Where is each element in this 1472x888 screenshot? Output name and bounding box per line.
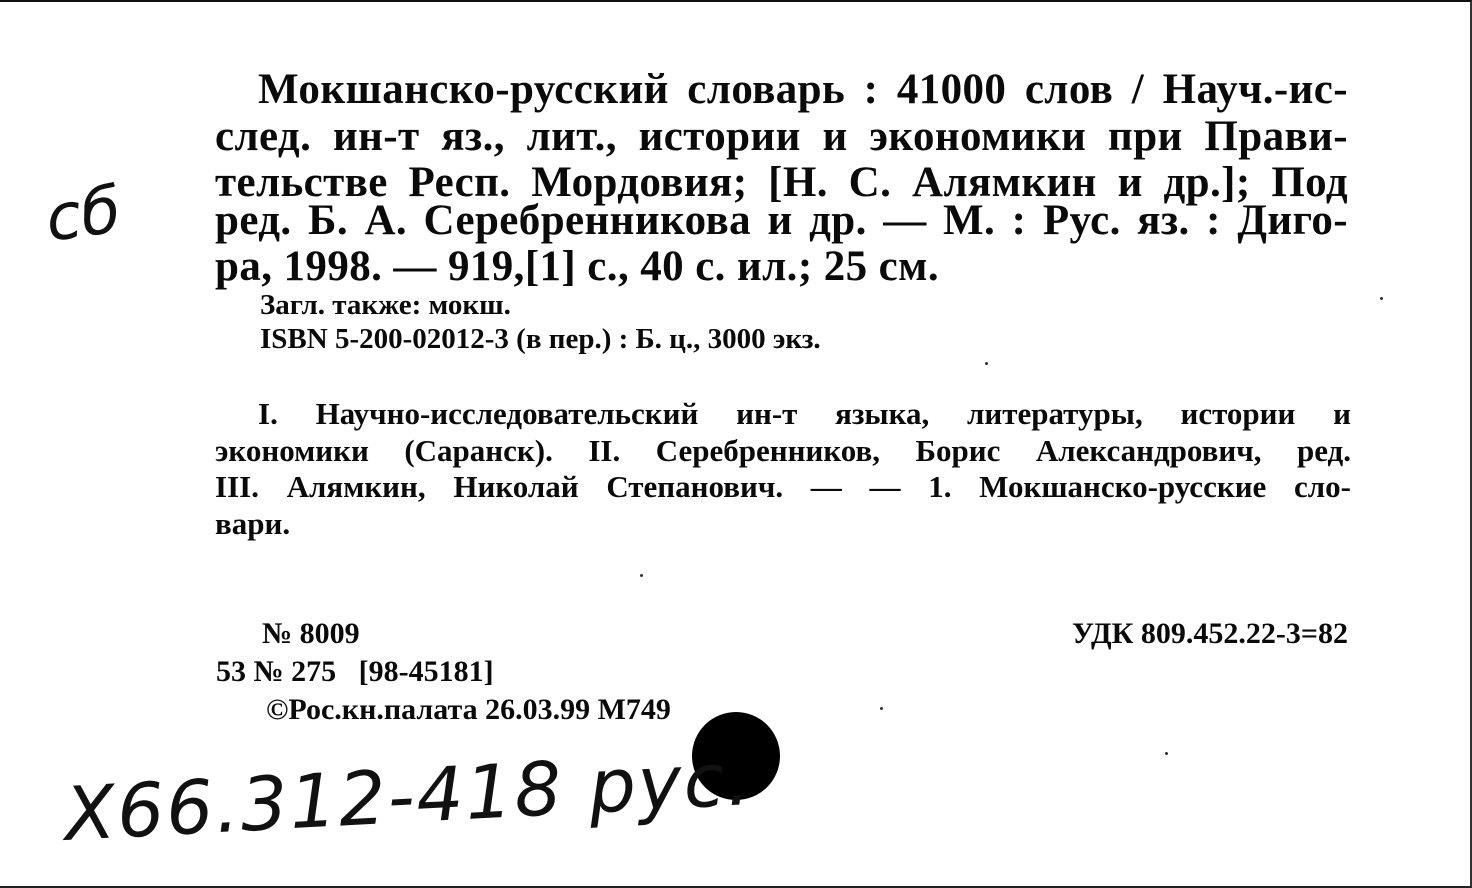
handwritten-margin-mark: сб xyxy=(41,173,126,257)
scan-speck xyxy=(1165,752,1168,755)
scan-speck xyxy=(640,574,643,577)
subject-line-4: вари. xyxy=(215,506,291,541)
description-line-5: ра, 1998. — 919,[1] с., 40 с. ил.; 25 см. xyxy=(215,243,939,290)
isbn-line: ISBN 5-200-02012-3 (в пер.) : Б. ц., 3000 экз. xyxy=(260,323,821,355)
description-line-2: след. ин-т яз., лит., истории и экономики при Прави- xyxy=(215,113,1348,160)
copyright-line: ©Рос.кн.палата 26.03.99 М749 xyxy=(266,693,671,726)
subject-line-3: III. Алямкин, Николай Степанович. — — 1. Мокшанско-русские сло- xyxy=(215,469,1351,504)
card-number: № 8009 xyxy=(262,617,360,650)
description-line-1: Мокшанско-русский словарь : 41000 слов / Науч.-ис- xyxy=(258,66,1348,113)
udk-code: УДК 809.452.22-3=82 xyxy=(1072,617,1348,650)
subject-line-2: экономики (Саранск). II. Серебренников, Борис Александрович, ред. xyxy=(215,433,1351,468)
scan-speck xyxy=(880,707,883,710)
scan-speck xyxy=(1380,297,1383,300)
handwritten-shelf-mark: X66.312-418 рус. xyxy=(62,736,754,858)
subject-line-1: I. Научно-исследовательский ин-т языка, литературы, истории и xyxy=(258,396,1351,431)
title-note: Загл. также: мокш. xyxy=(260,289,511,321)
description-line-4: ред. Б. А. Серебренникова и др. — М. : Рус. яз. : Диго- xyxy=(215,197,1348,244)
registry-number: 53 № 275 [98-45181] xyxy=(216,655,494,688)
scan-speck xyxy=(985,362,988,365)
description-line-3: тельстве Респ. Мордовия; [Н. С. Алямкин и др.]; Под xyxy=(215,159,1348,206)
